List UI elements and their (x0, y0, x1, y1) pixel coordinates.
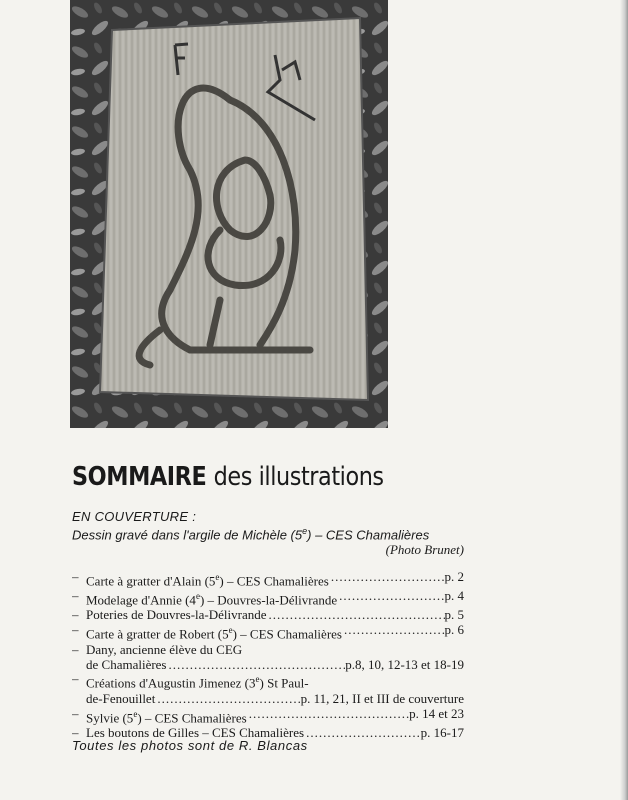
list-item (72, 589, 464, 608)
list-item-line: – Sylvie (5e) – CES Chamalières ..... p. 14 et 23 (72, 707, 464, 726)
cover-photo (70, 0, 388, 428)
list-item-text: de Chamalières (86, 657, 167, 672)
page-title (72, 462, 384, 492)
list-item-text: Dany, ancienne élève du CEG (86, 642, 243, 657)
photo-credit-footer: Toutes les photos sont de R. Blancas (72, 738, 308, 753)
title-rest: des illustrations (213, 462, 384, 492)
list-item (72, 707, 464, 726)
list-item-text: Carte à gratter d'Alain (5e) – CES Chamalières (86, 572, 329, 589)
list-item (72, 608, 464, 623)
list-item-text: Modelage d'Annie (4e) – Douvres-la-Délivrande (86, 591, 338, 608)
list-item-page: p. 11, 21, II et III de couverture (300, 691, 464, 706)
list-item-line (72, 658, 464, 673)
cover-photo-credit: (Photo Brunet) (385, 542, 464, 558)
list-item (72, 672, 464, 706)
list-item-page: p. 5 (444, 608, 464, 623)
list-item-text: Poteries de Douvres-la-Délivrande (86, 608, 267, 623)
list-item-line: – Créations d'Augustin Jimenez (3e) St Paul- (72, 672, 309, 691)
list-item-line: – Poteries de Douvres-la-Délivrande ..... p. 5 (72, 608, 464, 623)
list-item-line: – Dany, ancienne élève du CEG (72, 642, 243, 657)
list-item-text: Sylvie (5e) – CES Chamalières (86, 708, 247, 725)
list-item-text: Créations d'Augustin Jimenez (3e) St Paul- (86, 674, 309, 691)
cover-description: Dessin gravé dans l'argile de Michèle (5e) – CES Chamalières (72, 526, 430, 543)
list-item (72, 623, 464, 642)
page-edge-shadow (620, 0, 628, 800)
list-item-text: Carte à gratter de Robert (5e) – CES Chamalières (86, 625, 342, 642)
illustrations-list (72, 570, 464, 741)
list-item (72, 570, 464, 589)
list-item-line: – Modelage d'Annie (4e) – Douvres-la-Délivrande ..... p. 4 (72, 589, 464, 608)
list-item-page: p. 2 (444, 570, 464, 584)
cover-credit-block (72, 509, 464, 557)
list-item-page: p. 6 (444, 623, 464, 638)
list-item-text: de-Fenouillet (86, 691, 156, 706)
list-item-text: Les boutons de Gilles – CES Chamalières (86, 725, 305, 740)
cover-label: EN COUVERTURE : (72, 509, 197, 524)
list-item-page: p.8, 10, 12-13 et 18-19 (345, 657, 464, 672)
list-item-line (72, 692, 464, 707)
list-item-page: p. 4 (444, 589, 464, 604)
list-item-line: – Les boutons de Gilles – CES Chamalières ..... p. 16-17 (72, 726, 464, 741)
list-item-line: – Carte à gratter de Robert (5e) – CES Chamalières ..... p. 6 (72, 623, 464, 642)
list-item (72, 643, 464, 673)
list-item-page: p. 14 et 23 (409, 706, 464, 721)
list-item-line: – Carte à gratter d'Alain (5e) – CES Chamalières ..... p. 2 (72, 570, 464, 589)
title-bold: SOMMAIRE (72, 462, 207, 492)
carved-clay-tablet-photo (70, 0, 388, 428)
list-item-page: p. 16-17 (420, 725, 464, 740)
